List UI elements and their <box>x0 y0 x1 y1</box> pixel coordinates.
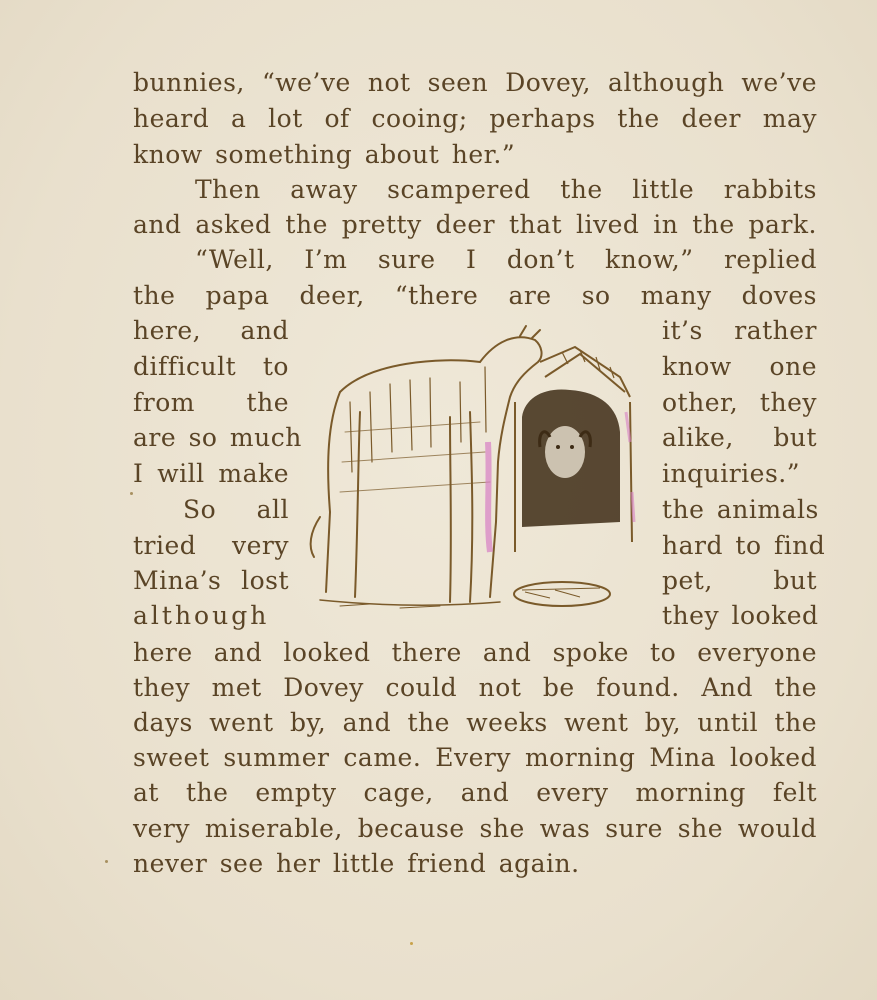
paper-speck <box>105 860 108 863</box>
text-line: “Well, I’m sure I don’t know,” replied <box>195 245 817 274</box>
right-column-line: they looked <box>662 601 819 630</box>
text-line: very miserable, because she was sure she would <box>133 814 817 843</box>
left-column-line: are so much <box>133 423 302 452</box>
text-line: they met Dovey could not be found. And the <box>133 673 817 702</box>
text-line: never see her little friend again. <box>133 849 580 878</box>
left-column-line: although <box>133 601 270 630</box>
paper-speck <box>410 942 413 945</box>
text-line: Then away scampered the little rabbits <box>195 175 817 204</box>
right-column-line: it’s rather <box>662 316 817 345</box>
right-column-line: inquiries.” <box>662 459 800 488</box>
deer-doghouse-illustration <box>300 322 650 627</box>
left-column-line: here, and <box>133 316 289 345</box>
left-column-line: tried very <box>133 531 289 560</box>
left-column-line: Mina’s lost <box>133 566 289 595</box>
right-column-line: the animals <box>662 495 819 524</box>
text-line: heard a lot of cooing; perhaps the deer may <box>133 104 817 133</box>
left-column-line: difficult to <box>133 352 289 381</box>
text-line: sweet summer came. Every morning Mina looked <box>133 743 817 772</box>
paper-speck <box>130 492 133 495</box>
left-column-line: I will make <box>133 459 289 488</box>
text-line: days went by, and the weeks went by, until the <box>133 708 817 737</box>
text-line: here and looked there and spoke to everyone <box>133 638 817 667</box>
text-line: the papa deer, “there are so many doves <box>133 281 817 310</box>
right-column-line: alike, but <box>662 423 817 452</box>
right-column-line: know one <box>662 352 817 381</box>
right-column-line: pet, but <box>662 566 817 595</box>
left-column-line: So all <box>183 495 289 524</box>
text-line: and asked the pretty deer that lived in the park. <box>133 210 817 239</box>
text-line: bunnies, “we’ve not seen Dovey, although we’ve <box>133 68 817 97</box>
right-column-line: hard to find <box>662 531 826 560</box>
text-line: at the empty cage, and every morning felt <box>133 778 817 807</box>
text-line: know something about her.” <box>133 140 516 169</box>
left-column-line: from the <box>133 388 289 417</box>
right-column-line: other, they <box>662 388 817 417</box>
